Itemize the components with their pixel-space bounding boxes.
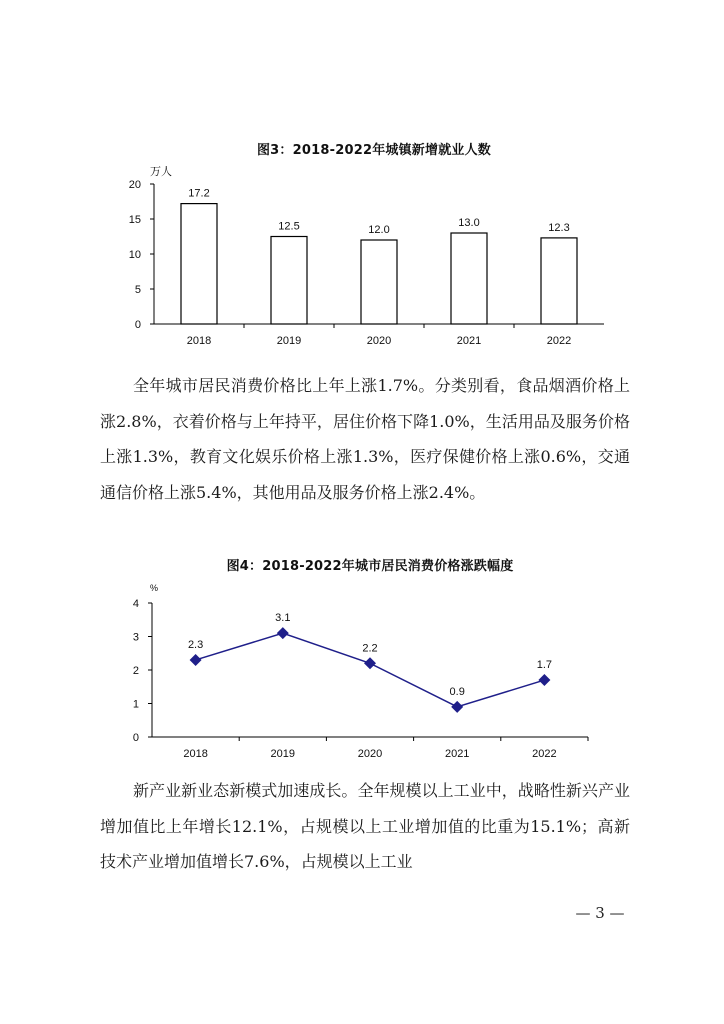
chart-title-fig3: 图3：2018-2022年城镇新增就业人数 — [256, 143, 491, 158]
point-marker-2019 — [277, 627, 289, 639]
y-tick-label: 15 — [128, 214, 141, 226]
point-marker-2021 — [451, 701, 463, 713]
data-label-2018: 17.2 — [188, 187, 210, 200]
bar-2018 — [181, 204, 217, 324]
paragraph-new-industries — [100, 773, 630, 880]
y-tick-label: 3 — [132, 631, 139, 644]
data-label-2019: 12.5 — [278, 220, 300, 233]
data-label-2020: 2.2 — [362, 642, 378, 655]
x-tick-label-2020: 2020 — [357, 748, 383, 760]
bar-2019 — [271, 237, 307, 325]
x-tick-label-2021: 2021 — [444, 748, 470, 760]
x-tick-label-2018: 2018 — [186, 335, 212, 347]
line-chart-cpi — [0, 575, 724, 765]
paragraph-cpi-text: 全年城市居民消费价格比上年上涨1.7%。分类别看，食品烟酒价格上涨2.8%，衣着价格与上年持平，居住价格下降1.0%，生活用品及服务价格上涨1.3%，教育文化娱乐价格上涨1.3%，医疗保健价格上涨0.6%，交通通信价格上涨5.4%，其他用品及服务价格上涨2.4%。 — [100, 376, 630, 502]
bar-2022 — [541, 238, 577, 324]
x-tick-label-2022: 2022 — [532, 748, 557, 760]
point-marker-2020 — [364, 657, 376, 669]
y-tick-label: 5 — [134, 284, 141, 296]
data-label-2020: 12.0 — [368, 224, 390, 236]
x-tick-label-2018: 2018 — [183, 748, 208, 760]
paragraph-new-industries-text: 新产业新业态新模式加速成长。全年规模以上工业中，战略性新兴产业增加值比上年增长12.1%，占规模以上工业增加值的比重为15.1%；高新技术产业增加值增长7.6%，占规模以上工业 — [100, 781, 630, 871]
y-tick-label: 1 — [132, 698, 139, 711]
x-tick-label-2022: 2022 — [546, 335, 572, 347]
x-tick-label-2019: 2019 — [270, 748, 296, 760]
y-axis-unit-label: 万人 — [150, 166, 172, 178]
data-label-2022: 1.7 — [536, 659, 553, 672]
y-tick-label: 20 — [128, 179, 141, 191]
point-marker-2018 — [190, 654, 202, 666]
bar-2021 — [451, 233, 487, 324]
y-tick-label: 0 — [132, 732, 139, 744]
y-tick-label: 4 — [132, 598, 139, 610]
y-tick-label: 10 — [128, 249, 141, 261]
data-label-2021: 13.0 — [458, 217, 480, 229]
x-tick-label-2019: 2019 — [276, 335, 302, 347]
y-tick-label: 0 — [134, 319, 141, 331]
data-label-2019: 3.1 — [275, 612, 291, 625]
data-label-2018: 2.3 — [187, 638, 204, 651]
point-marker-2022 — [538, 674, 550, 686]
x-tick-label-2021: 2021 — [456, 335, 482, 347]
paragraph-cpi — [100, 368, 630, 510]
bar-chart-employment — [0, 160, 724, 355]
x-tick-label-2020: 2020 — [366, 335, 392, 347]
y-tick-label: 2 — [132, 665, 139, 677]
data-label-2021: 0.9 — [449, 685, 465, 698]
page-number: — 3 — — [575, 904, 625, 922]
chart-title-fig4: 图4：2018-2022年城市居民消费价格涨跌幅度 — [226, 559, 514, 574]
bar-2020 — [361, 240, 397, 324]
y-axis-unit-label: % — [150, 583, 159, 593]
data-label-2022: 12.3 — [548, 221, 570, 234]
